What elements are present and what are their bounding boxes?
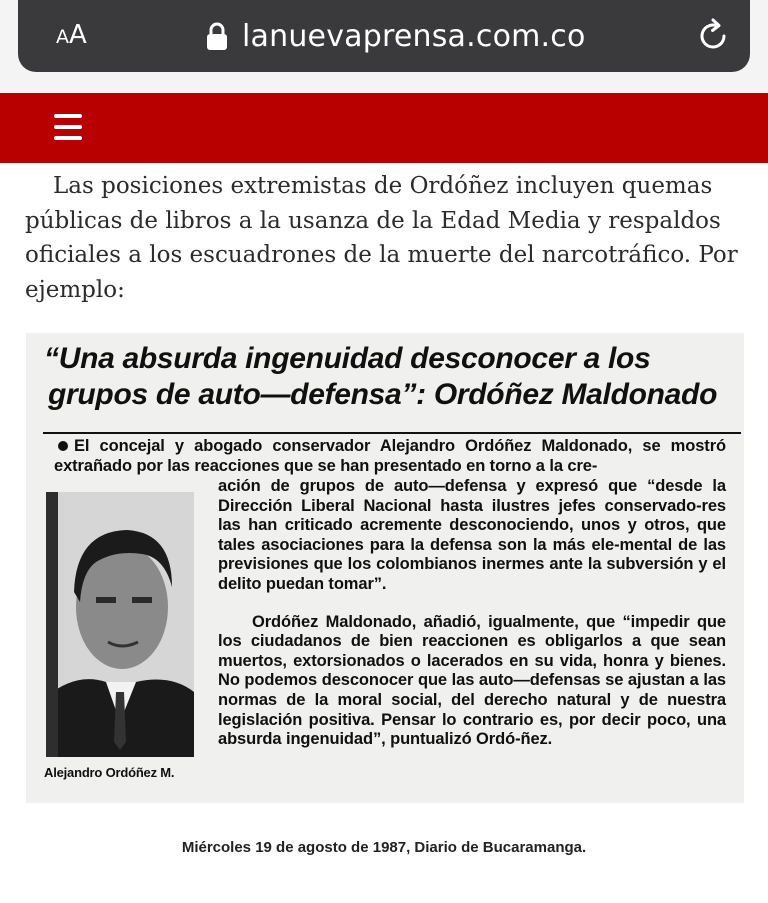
article-paragraph: Las posiciones extremistas de Ordóñez incluyen quemas públicas de libros a la usanza de la Edad Media y respaldos oficiales a los escuadrones de la muerte del narcotráfico. Por ejemplo:	[25, 173, 738, 303]
clipping-headline-line2: grupos de auto—defensa”: Ordóñez Maldonado	[48, 378, 718, 411]
text-size-big-glyph: A	[69, 20, 87, 50]
clipping-headline	[44, 341, 734, 413]
menu-icon[interactable]	[54, 114, 84, 142]
lock-icon	[206, 21, 228, 51]
url-text: lanuevaprensa.com.co	[242, 18, 586, 54]
text-size-button[interactable]	[56, 20, 87, 50]
clipping-body-p1: ación de grupos de auto—defensa y expresó que “desde la Dirección Liberal Nacional hasta ilustres jefes conservado-res las han criticado acremente desconociendo, unos y otros, que tales asociaciones para la defensa son la más ele-mental de las previsiones que los colombianos inermes ante la subversión y el delito puedan tomar”.	[218, 477, 726, 593]
image-credit: Miércoles 19 de agosto de 1987, Diario de Bucaramanga.	[181, 839, 587, 856]
browser-chrome	[0, 0, 768, 93]
text-size-small-glyph: A	[56, 26, 69, 48]
site-nav-bar	[0, 93, 768, 163]
clipping-body-p2: Ordóñez Maldonado, añadió, igualmente, que “impedir que los ciudadanos de bien reaccionen es obligarlos a que sean muertos, extorsionados o lacerados en su vida, honra y bienes. No podemos desconocer que las auto—defensas se ajustan a las normas de la moral social, del derecho natural y de nuestra legislación positiva. Pensar lo contrario es, por decir poco, una absurda ingenuidad”, puntualizó Ordó-ñez.	[218, 612, 726, 749]
address-bar[interactable]	[18, 0, 750, 72]
clipping-headline-line1: “Una absurda ingenuidad desconocer a los	[44, 342, 651, 375]
clipping-lead: El concejal y abogado conservador Alejandro Ordóñez Maldonado, se mostró extrañado por las reacciones que se han presentado en torno a la cre-	[54, 437, 726, 475]
reload-icon[interactable]	[694, 17, 732, 55]
clipping-body	[218, 477, 726, 750]
url-field[interactable]	[206, 16, 586, 56]
portrait-photo	[46, 492, 194, 757]
portrait-figure	[46, 492, 194, 757]
clipping-rule	[43, 432, 741, 434]
newspaper-clipping-image	[26, 333, 744, 803]
photo-caption: Alejandro Ordóñez M.	[44, 765, 175, 780]
